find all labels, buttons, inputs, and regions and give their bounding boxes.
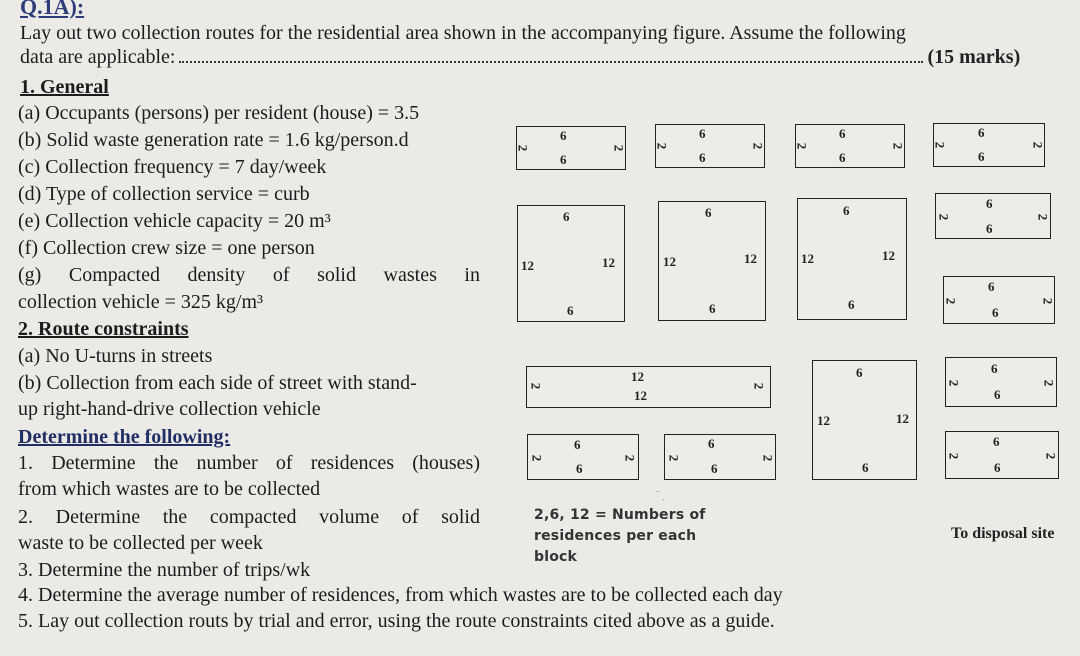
count-right: 2	[622, 454, 638, 462]
count-right: 2	[750, 142, 766, 150]
count-left: 2	[943, 297, 959, 305]
dotted-leader	[179, 47, 923, 63]
count-left: 2	[529, 454, 545, 462]
legend-line-3: block	[534, 549, 578, 565]
block-small	[527, 434, 639, 480]
count-bottom: 12	[634, 388, 647, 403]
general-item-e: (e) Collection vehicle capacity = 20 m³	[18, 210, 331, 232]
general-item-g: (g) Compacted density of solid wastes in	[18, 264, 480, 286]
count-top: 6	[708, 436, 715, 451]
count-top: 6	[699, 126, 706, 141]
count-bottom: 6	[567, 303, 574, 318]
count-top: 6	[560, 128, 567, 143]
marks-label: (15 marks)	[927, 46, 1021, 68]
count-left: 2	[515, 144, 531, 152]
determine-item-2-cont: waste to be collected per week	[18, 532, 263, 554]
determine-item-3: 3. Determine the number of trips/wk	[18, 559, 311, 581]
count-left: 2	[932, 141, 948, 149]
block-long	[526, 366, 771, 408]
count-left: 12	[663, 254, 676, 269]
count-top: 6	[856, 365, 863, 380]
count-top: 6	[839, 126, 846, 141]
question-title: Q.1A):	[20, 0, 85, 19]
count-left: 2	[666, 454, 682, 462]
count-top: 6	[574, 437, 581, 452]
determine-item-4: 4. Determine the average number of residences, from which wastes are to be collected each day	[18, 584, 783, 606]
count-top: 6	[563, 209, 570, 224]
disposal-site-label: To disposal site	[951, 525, 1055, 542]
count-right: 12	[602, 255, 615, 270]
count-right: 2	[611, 144, 627, 152]
block-large	[812, 360, 917, 480]
block-small	[664, 434, 776, 480]
determine-heading: Determine the following:	[18, 426, 231, 448]
intro-line-1: Lay out two collection routes for the residential area shown in the accompanying figure. Assume the following	[20, 22, 906, 44]
block-small	[935, 193, 1051, 239]
route-constraints-heading: 2. Route constraints	[18, 318, 189, 340]
count-bottom: 6	[862, 460, 869, 475]
block-small	[516, 126, 626, 170]
legend-line-1: 2,6, 12 = Numbers of	[534, 507, 706, 523]
count-left: 2	[654, 142, 670, 150]
general-item-g-cont: collection vehicle = 325 kg/m³	[18, 291, 263, 313]
intro-line-2-text: data are applicable:	[20, 46, 176, 68]
determine-item-5: 5. Lay out collection routs by trial and error, using the route constraints cited above as a guide.	[18, 610, 775, 632]
count-right: 12	[882, 248, 895, 263]
route-item-b-cont: up right-hand-drive collection vehicle	[18, 398, 321, 420]
general-item-a: (a) Occupants (persons) per resident (house) = 3.5	[18, 102, 420, 124]
block-large	[517, 205, 625, 322]
general-item-f: (f) Collection crew size = one person	[18, 237, 315, 259]
figure-legend	[534, 505, 706, 568]
count-right: 2	[1030, 141, 1046, 149]
count-right: 2	[890, 142, 906, 150]
count-top: 6	[991, 361, 998, 376]
count-right: 12	[896, 411, 909, 426]
block-large	[797, 198, 907, 320]
stray-mark: ˜ ˎ	[656, 490, 666, 501]
block-small	[945, 431, 1059, 479]
count-right: 2	[760, 454, 776, 462]
count-bottom: 6	[994, 460, 1001, 475]
count-left: 2	[946, 379, 962, 387]
count-bottom: 6	[994, 387, 1001, 402]
block-small	[943, 276, 1055, 324]
count-right: 2	[1040, 297, 1056, 305]
route-item-b: (b) Collection from each side of street with stand-	[18, 372, 417, 394]
count-left: 2	[946, 452, 962, 460]
general-item-c: (c) Collection frequency = 7 day/week	[18, 156, 327, 178]
general-heading: 1. General	[20, 76, 109, 98]
count-left: 2	[794, 142, 810, 150]
count-top: 12	[631, 369, 644, 384]
count-right: 2	[1041, 379, 1057, 387]
count-top: 6	[843, 203, 850, 218]
count-bottom: 6	[839, 150, 846, 165]
count-left: 12	[817, 413, 830, 428]
determine-item-2: 2. Determine the compacted volume of solid	[18, 506, 480, 528]
count-bottom: 6	[711, 461, 718, 476]
count-top: 6	[986, 196, 993, 211]
count-right: 2	[751, 382, 767, 390]
intro-line-2	[20, 46, 1020, 68]
count-left: 12	[801, 251, 814, 266]
count-top: 6	[705, 205, 712, 220]
route-item-a: (a) No U-turns in streets	[18, 345, 213, 367]
block-small	[933, 123, 1045, 167]
count-right: 12	[744, 251, 757, 266]
count-left: 12	[521, 258, 534, 273]
count-left: 2	[936, 213, 952, 221]
count-right: 2	[1035, 213, 1051, 221]
block-small	[945, 357, 1057, 407]
count-bottom: 6	[576, 461, 583, 476]
count-right: 2	[1043, 452, 1059, 460]
block-small	[655, 124, 765, 168]
count-bottom: 6	[978, 149, 985, 164]
general-item-b: (b) Solid waste generation rate = 1.6 kg/person.d	[18, 129, 409, 151]
count-bottom: 6	[992, 305, 999, 320]
determine-item-1-cont: from which wastes are to be collected	[18, 478, 321, 500]
count-bottom: 6	[986, 221, 993, 236]
count-top: 6	[988, 279, 995, 294]
count-bottom: 6	[560, 152, 567, 167]
general-item-d: (d) Type of collection service = curb	[18, 183, 310, 205]
count-bottom: 6	[848, 297, 855, 312]
count-top: 6	[993, 434, 1000, 449]
count-bottom: 6	[699, 150, 706, 165]
count-top: 6	[978, 125, 985, 140]
block-large	[658, 201, 766, 321]
legend-line-2: residences per each	[534, 528, 697, 544]
count-bottom: 6	[709, 301, 716, 316]
block-small	[795, 124, 905, 168]
determine-item-1: 1. Determine the number of residences (houses)	[18, 452, 480, 474]
count-left: 2	[528, 382, 544, 390]
